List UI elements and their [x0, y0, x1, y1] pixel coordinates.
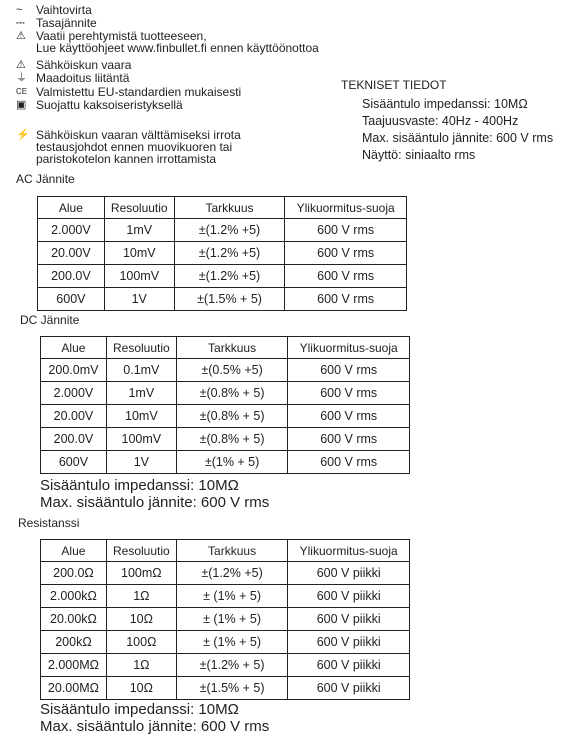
- table-cell: ±(1.2% +5): [174, 265, 285, 288]
- table-cell: 600 V piikki: [288, 608, 410, 631]
- legend-item-warning: [16, 30, 319, 54]
- table-row: [41, 677, 410, 700]
- header-cell: Ylikuormitus-suoja: [285, 197, 407, 219]
- table-cell: ±(1.5% + 5): [176, 677, 288, 700]
- table-cell: ±(1.2% +5): [174, 242, 285, 265]
- legend-label: Suojattu kaksoiseristyksellä: [36, 98, 183, 112]
- table-row: [38, 288, 407, 311]
- table-cell: 20.00kΩ: [41, 608, 107, 631]
- table-cell: 0.1mV: [106, 359, 176, 382]
- table-row: [38, 219, 407, 242]
- table-cell: 600 V piikki: [288, 631, 410, 654]
- header-cell: Resoluutio: [106, 337, 176, 359]
- legend-label: Vaihtovirta: [36, 3, 92, 17]
- table-row: [41, 359, 410, 382]
- section-title-ac: AC Jännite: [16, 172, 75, 186]
- tech-line: Taajuusvaste: 40Hz - 400Hz: [362, 114, 519, 128]
- legend-item-dc: [16, 17, 97, 29]
- double-insulation-icon: ▣: [16, 99, 27, 111]
- table-cell: 2.000V: [41, 382, 107, 405]
- header-cell: Tarkkuus: [176, 540, 288, 562]
- table-cell: ± (1% + 5): [176, 608, 288, 631]
- resistance-table: [40, 539, 410, 700]
- ac-wave-icon: ~: [16, 4, 23, 16]
- tech-line: Näyttö: siniaalto rms: [362, 148, 476, 162]
- table-row: [38, 242, 407, 265]
- table-cell: 10Ω: [106, 677, 176, 700]
- legend-label: Maadoitus liitäntä: [36, 71, 130, 85]
- table-header-row: [41, 337, 410, 359]
- table-header-row: [38, 197, 407, 219]
- table-cell: 1mV: [106, 382, 176, 405]
- table-cell: 2.000V: [38, 219, 105, 242]
- tech-line: Sisääntulo impedanssi: 10MΩ: [362, 97, 528, 111]
- table-cell: 600 V piikki: [288, 585, 410, 608]
- table-cell: 20.00V: [41, 405, 107, 428]
- shock-hazard-icon: ⚠: [16, 59, 26, 71]
- header-cell: Resoluutio: [106, 540, 176, 562]
- table-cell: 200.0mV: [41, 359, 107, 382]
- table-row: [41, 562, 410, 585]
- table-row: [38, 265, 407, 288]
- table-cell: 1V: [106, 451, 176, 474]
- table-cell: 600 V rms: [285, 219, 407, 242]
- table-header-row: [41, 540, 410, 562]
- table-cell: 1Ω: [106, 585, 176, 608]
- legend-item-ce: [16, 86, 241, 98]
- table-cell: 100Ω: [106, 631, 176, 654]
- legend-item-battery-warning: [16, 129, 241, 165]
- table-cell: 200.0V: [41, 428, 107, 451]
- table-cell: 600 V rms: [288, 359, 410, 382]
- table-cell: 600 V rms: [285, 288, 407, 311]
- table-cell: 600V: [38, 288, 105, 311]
- table-cell: ±(0.8% + 5): [176, 382, 288, 405]
- table-cell: 100mΩ: [106, 562, 176, 585]
- header-cell: Alue: [38, 197, 105, 219]
- dc-note: Sisääntulo impedanssi: 10MΩ: [40, 477, 239, 494]
- legend-label: Sähköiskun vaaran välttämiseksi irrota: [36, 128, 241, 142]
- table-cell: ±(1% + 5): [176, 451, 288, 474]
- section-title-resistance: Resistanssi: [18, 516, 80, 530]
- table-cell: 10mV: [106, 405, 176, 428]
- header-cell: Alue: [41, 540, 107, 562]
- tech-title: TEKNISET TIEDOT: [341, 78, 447, 92]
- section-title-dc: DC Jännite: [20, 313, 80, 327]
- legend-label: Valmistettu EU-standardien mukaisesti: [36, 85, 242, 99]
- table-row: [41, 585, 410, 608]
- table-cell: 10Ω: [106, 608, 176, 631]
- table-cell: 200.0Ω: [41, 562, 107, 585]
- table-cell: 1V: [104, 288, 174, 311]
- ac-table: [37, 196, 407, 311]
- legend-item-double-insulation: [16, 99, 183, 111]
- warning-triangle-icon: ⚠: [16, 30, 26, 42]
- table-cell: 600V: [41, 451, 107, 474]
- header-cell: Tarkkuus: [174, 197, 285, 219]
- table-row: [41, 405, 410, 428]
- dc-line-icon: ⎓: [16, 17, 25, 29]
- table-cell: 600 V piikki: [288, 677, 410, 700]
- table-cell: ±(0.8% + 5): [176, 428, 288, 451]
- table-row: [41, 428, 410, 451]
- table-cell: 600 V rms: [288, 405, 410, 428]
- table-cell: ±(1.2% +5): [176, 562, 288, 585]
- tech-line: Max. sisääntulo jännite: 600 V rms: [362, 131, 554, 145]
- ce-mark-icon: CE: [16, 87, 28, 96]
- table-cell: 20.00V: [38, 242, 105, 265]
- header-cell: Resoluutio: [104, 197, 174, 219]
- table-cell: ±(0.8% + 5): [176, 405, 288, 428]
- table-cell: 100mV: [104, 265, 174, 288]
- table-row: [41, 654, 410, 677]
- table-cell: ±(1.5% + 5): [174, 288, 285, 311]
- table-cell: 2.000MΩ: [41, 654, 107, 677]
- resistance-note: Max. sisääntulo jännite: 600 V rms: [40, 718, 270, 735]
- table-cell: 1mV: [104, 219, 174, 242]
- table-row: [41, 451, 410, 474]
- table-cell: 20.00MΩ: [41, 677, 107, 700]
- header-cell: Ylikuormitus-suoja: [288, 540, 410, 562]
- dc-table: [40, 336, 410, 474]
- table-cell: ±(0.5% +5): [176, 359, 288, 382]
- ground-icon: ⏚: [16, 72, 27, 84]
- dc-note: Max. sisääntulo jännite: 600 V rms: [40, 494, 270, 511]
- table-cell: ± (1% + 5): [176, 631, 288, 654]
- header-cell: Alue: [41, 337, 107, 359]
- table-row: [41, 608, 410, 631]
- table-cell: 200.0V: [38, 265, 105, 288]
- resistance-note: Sisääntulo impedanssi: 10MΩ: [40, 701, 239, 718]
- table-cell: ±(1.2% +5): [174, 219, 285, 242]
- table-cell: 200kΩ: [41, 631, 107, 654]
- legend-label: Vaatii perehtymistä tuotteeseen,: [36, 29, 207, 43]
- table-cell: 600 V rms: [288, 451, 410, 474]
- table-cell: 600 V piikki: [288, 654, 410, 677]
- table-row: [41, 631, 410, 654]
- legend-item-ground: [16, 72, 129, 84]
- table-cell: 2.000kΩ: [41, 585, 107, 608]
- header-cell: Tarkkuus: [176, 337, 288, 359]
- table-cell: ±(1.2% + 5): [176, 654, 288, 677]
- legend-label: Tasajännite: [36, 16, 97, 30]
- legend-label-block: [36, 129, 241, 165]
- table-cell: 600 V rms: [285, 265, 407, 288]
- table-cell: 1Ω: [106, 654, 176, 677]
- table-cell: ± (1% + 5): [176, 585, 288, 608]
- legend-label: Sähköiskun vaara: [36, 58, 132, 72]
- battery-cover-warning-icon: ⚡: [16, 129, 30, 141]
- table-row: [41, 382, 410, 405]
- legend-item-ac: [16, 4, 92, 16]
- legend-label: testausjohdot ennen muovikuoren tai: [36, 140, 233, 154]
- table-cell: 600 V rms: [288, 428, 410, 451]
- legend-label: paristokotelon kannen irrottamista: [36, 152, 217, 166]
- table-cell: 10mV: [104, 242, 174, 265]
- table-cell: 600 V rms: [285, 242, 407, 265]
- legend-item-shock: [16, 59, 131, 71]
- table-cell: 600 V rms: [288, 382, 410, 405]
- legend-label: Lue käyttöohjeet www.finbullet.fi ennen käyttöönottoa: [36, 41, 319, 55]
- table-cell: 600 V piikki: [288, 562, 410, 585]
- table-cell: 100mV: [106, 428, 176, 451]
- header-cell: Ylikuormitus-suoja: [288, 337, 410, 359]
- legend-label-block: [36, 30, 319, 54]
